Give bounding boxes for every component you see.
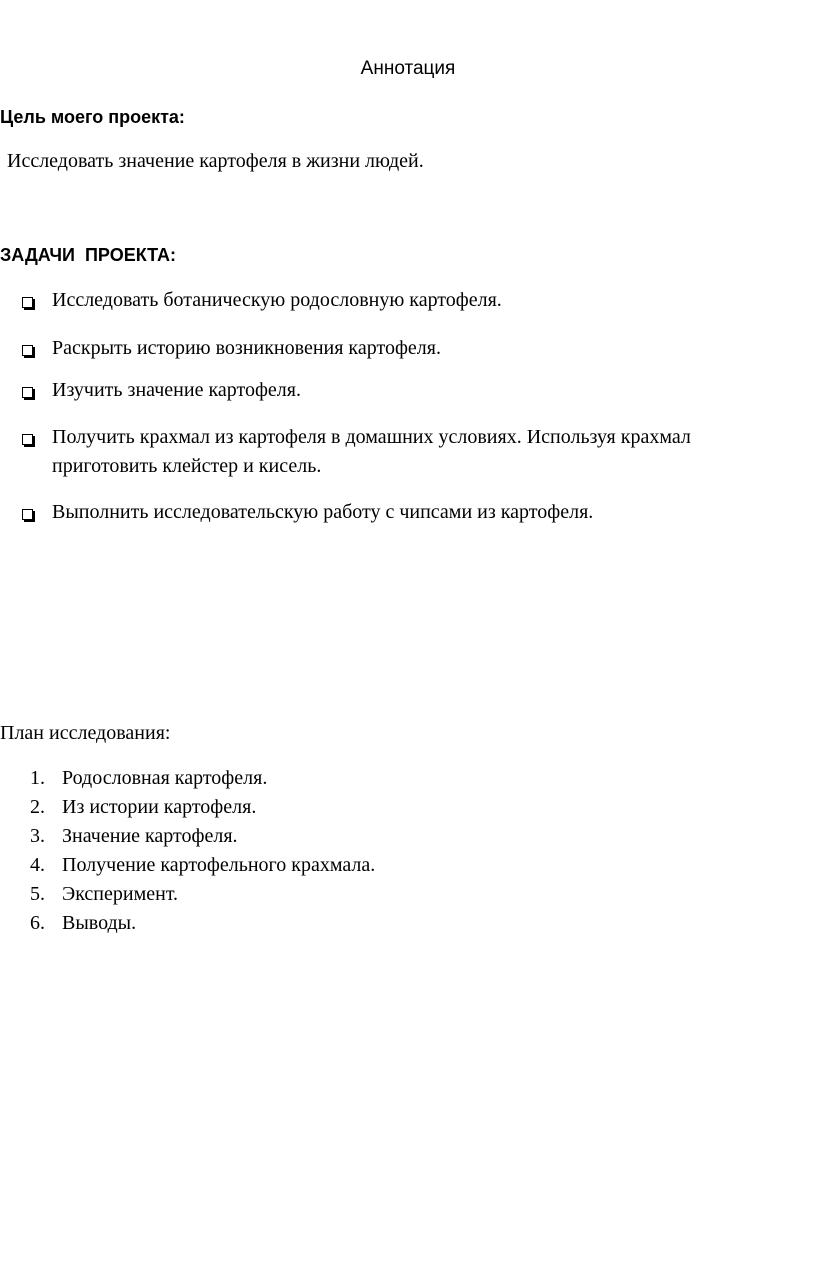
list-item	[30, 909, 375, 938]
task-text: Исследовать ботаническую родословную картофеля.	[52, 289, 502, 311]
list-item-number: 3.	[30, 825, 45, 847]
list-item-text: Эксперимент.	[62, 883, 179, 905]
list-item-number: 2.	[30, 796, 45, 818]
list-item-number: 4.	[30, 854, 45, 876]
list-item-text: Значение картофеля.	[62, 825, 238, 847]
list-item-text: Родословная картофеля.	[62, 767, 268, 789]
list-item-text: Из истории картофеля.	[62, 796, 257, 818]
task-item	[22, 339, 782, 363]
list-item	[30, 822, 375, 851]
task-item	[22, 291, 782, 315]
list-item-number: 5.	[30, 883, 45, 905]
checkbox-icon	[22, 434, 33, 445]
checkbox-icon	[22, 509, 33, 520]
list-item-number: 1.	[30, 767, 45, 789]
task-text: Выполнить исследовательскую работу с чипсами из картофеля.	[52, 501, 594, 523]
tasks-heading: ЗАДАЧИ ПРОЕКТА:	[0, 245, 176, 265]
checkbox-icon	[22, 387, 33, 398]
list-item	[30, 793, 375, 822]
task-item	[22, 503, 782, 527]
page-title: Аннотация	[360, 58, 456, 79]
list-item	[30, 880, 375, 909]
checkbox-icon	[22, 345, 33, 356]
plan-heading: План исследования:	[0, 722, 171, 744]
list-item-number: 6.	[30, 912, 45, 934]
task-text: Изучить значение картофеля.	[52, 379, 301, 401]
task-text: Получить крахмал из картофеля в домашних условиях. Используя крахмал приготовить клейстер и кисель.	[52, 426, 691, 477]
goal-text: Исследовать значение картофеля в жизни людей.	[7, 150, 424, 172]
list-item-text: Получение картофельного крахмала.	[62, 854, 376, 876]
list-item	[30, 764, 375, 793]
plan-list	[30, 764, 375, 938]
checkbox-icon	[22, 297, 33, 308]
list-item-text: Выводы.	[62, 912, 137, 934]
goal-heading: Цель моего проекта:	[0, 107, 185, 127]
task-text: Раскрыть историю возникновения картофеля.	[52, 337, 441, 359]
task-item	[22, 428, 782, 481]
task-item	[22, 381, 782, 405]
list-item	[30, 851, 375, 880]
